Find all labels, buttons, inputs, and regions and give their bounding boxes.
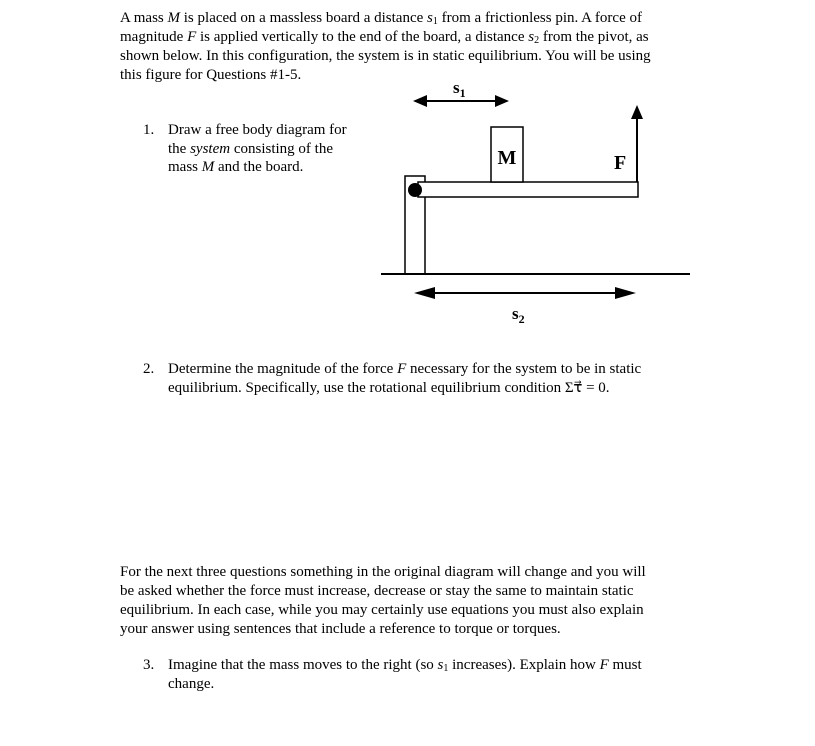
- s1-arrowhead-right: [495, 95, 509, 107]
- text-line: [120, 582, 634, 601]
- math-variable: M: [201, 159, 215, 175]
- text-segment: Imagine that the mass moves to the right (so: [168, 657, 438, 673]
- math-variable: s: [528, 29, 535, 45]
- text-segment: this figure for Questions #1-5.: [120, 67, 302, 83]
- math-variable: F: [599, 657, 609, 673]
- text-segment: from a frictionless pin. A force of: [437, 10, 642, 26]
- text-segment: magnitude: [120, 29, 188, 45]
- text-segment: your answer using sentences that include a reference to torque or torques.: [120, 621, 561, 637]
- text-line: [168, 360, 641, 379]
- text-line: [120, 620, 561, 639]
- pivot-pin: [408, 183, 422, 197]
- text-segment: and the board.: [214, 159, 304, 175]
- s2-label: $s_2$: [512, 304, 525, 326]
- question-number: 2.: [143, 361, 155, 377]
- s2-arrowhead-right: [615, 287, 636, 299]
- math-variable: M: [167, 10, 181, 26]
- subscript: 1: [432, 16, 438, 27]
- s1-arrowhead-left: [413, 95, 427, 107]
- math-variable: F: [187, 29, 197, 45]
- subscript: 1: [443, 663, 449, 674]
- question-number: 3.: [143, 657, 155, 673]
- text-segment: increases). Explain how: [448, 657, 600, 673]
- text-segment: is placed on a massless board a distance: [180, 10, 428, 26]
- force-arrowhead: [631, 105, 643, 119]
- math-variable: system: [190, 141, 231, 157]
- text-segment: shown below. In this configuration, the system is in static equilibrium. You will be using: [120, 48, 651, 64]
- text-segment: from the pivot, as: [539, 29, 649, 45]
- text-segment: For the next three questions something in the original diagram will change and you will: [120, 564, 646, 580]
- math-variable: F: [397, 361, 407, 377]
- text-segment: change.: [168, 676, 215, 692]
- text-segment: necessary for the system to be in static: [406, 361, 642, 377]
- s1-label: $s_1$: [453, 78, 466, 100]
- text-line: [168, 379, 610, 398]
- text-line: [168, 675, 214, 694]
- text-segment: A mass: [120, 10, 168, 26]
- text-segment: equilibrium. In each case, while you may certainly use equations you must also explain: [120, 602, 644, 618]
- text-segment: Draw a free body diagram for: [168, 122, 347, 138]
- text-line: [120, 563, 646, 582]
- text-segment: is applied vertically to the end of the board, a distance: [196, 29, 529, 45]
- text-line: [120, 601, 644, 620]
- text-segment: equilibrium. Specifically, use the rotational equilibrium condition Στ⃗ = 0.: [168, 380, 610, 396]
- text-segment: the: [168, 141, 191, 157]
- math-variable: s: [437, 657, 444, 673]
- s2-arrowhead-left: [414, 287, 435, 299]
- force-label: F: [614, 152, 627, 174]
- text-segment: mass: [168, 159, 202, 175]
- subscript: 2: [534, 35, 540, 46]
- question-number: 1.: [143, 122, 155, 138]
- math-variable: s: [427, 10, 433, 26]
- text-segment: be asked whether the force must increase, decrease or stay the same to maintain static: [120, 583, 634, 599]
- text-segment: must: [608, 657, 642, 673]
- mass-label: M: [497, 147, 517, 169]
- text-line: [168, 656, 642, 675]
- text-segment: consisting of the: [230, 141, 333, 157]
- text-segment: Determine the magnitude of the force: [168, 361, 398, 377]
- board: [418, 182, 638, 197]
